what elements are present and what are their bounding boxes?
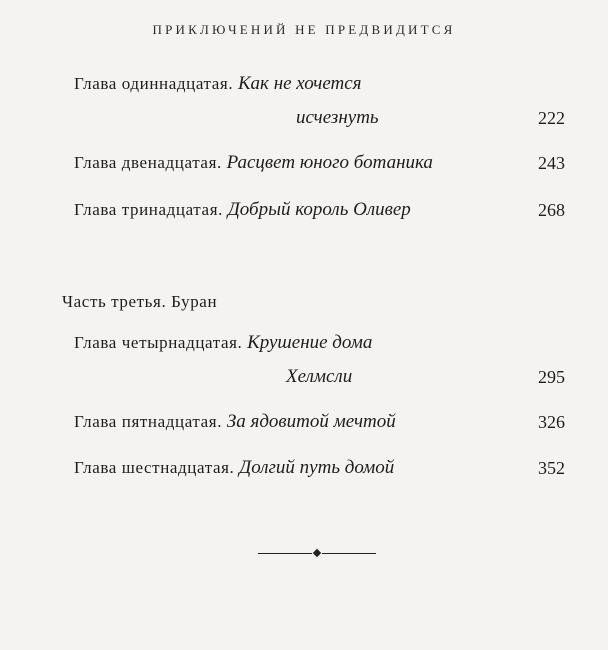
page-number: 243 [538, 153, 565, 173]
section-ornament [258, 548, 376, 560]
chapter-title: Расцвет юного ботаника [226, 152, 433, 173]
chapter-title: За ядовитой мечтой [226, 411, 396, 432]
toc-entry-ch13 [74, 200, 411, 219]
toc-entry-ch12 [74, 153, 433, 172]
diamond-icon [313, 549, 321, 557]
chapter-label: Глава пятнадцатая. [74, 412, 223, 431]
ornament-rule-right [322, 553, 376, 554]
page-number: 222 [538, 108, 565, 128]
page-number: 352 [538, 458, 565, 478]
chapter-title: Как не хочется [237, 73, 362, 94]
chapter-label: Глава тринадцатая. [74, 200, 223, 219]
toc-entry-ch14 [74, 333, 372, 352]
chapter-label: Глава двенадцатая. [74, 153, 222, 172]
chapter-title: Долгий путь домой [239, 457, 395, 478]
toc-entry-ch15 [74, 412, 396, 431]
ornament-rule-left [258, 553, 312, 554]
page-number: 295 [538, 367, 565, 387]
page-number: 268 [538, 200, 565, 220]
running-head: ПРИКЛЮЧЕНИЙ НЕ ПРЕДВИДИТСЯ [152, 22, 456, 37]
chapter-label: Глава четырнадцатая. [74, 333, 243, 352]
chapter-title-continuation: исчезнуть [296, 107, 379, 128]
part-heading: Часть третья. Буран [62, 292, 218, 311]
chapter-title: Добрый король Оливер [227, 199, 411, 220]
toc-entry-ch11 [74, 74, 362, 93]
chapter-title-continuation: Хелмсли [286, 366, 353, 387]
page-number: 326 [538, 412, 565, 432]
chapter-title: Крушение дома [247, 332, 373, 353]
chapter-label: Глава шестнадцатая. [74, 458, 235, 477]
chapter-label: Глава одиннадцатая. [74, 74, 234, 93]
toc-entry-ch16 [74, 458, 394, 477]
